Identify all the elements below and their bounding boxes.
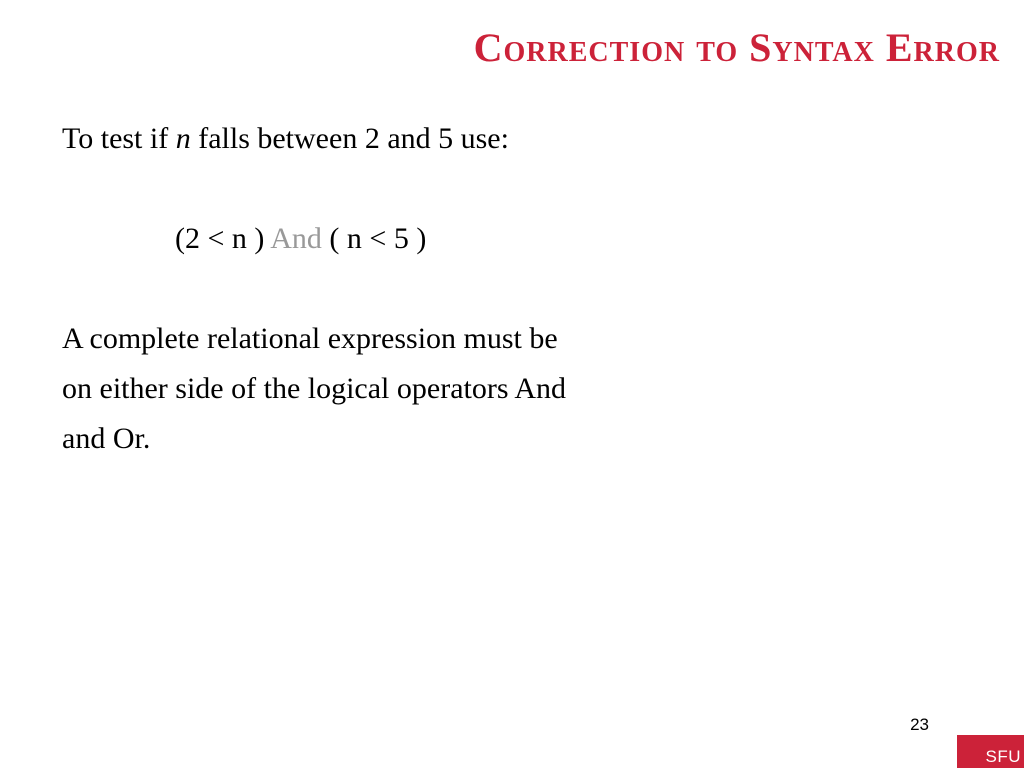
spacer	[62, 264, 762, 314]
sfu-logo	[957, 735, 1024, 768]
spacer	[62, 164, 762, 214]
intro-text-before: To test if	[62, 122, 176, 155]
expression-operator: And	[270, 222, 322, 255]
intro-text	[62, 114, 762, 164]
logo-text: SFU	[985, 747, 1021, 766]
relational-expression	[62, 214, 762, 264]
slide-title: Correction to Syntax Error	[473, 25, 1000, 70]
intro-text-after: falls between 2 and 5 use:	[190, 122, 509, 155]
intro-variable: n	[175, 122, 191, 155]
explanation-line-2: on either side of the logical operators And	[62, 372, 567, 405]
page-number: 23	[910, 715, 929, 734]
explanation-line-1: A complete relational expression must be	[62, 322, 558, 355]
expression-right: ( n < 5 )	[321, 222, 427, 255]
slide-body	[62, 114, 762, 464]
explanation-line-3: and Or.	[62, 422, 151, 455]
expression-left: (2 < n )	[175, 222, 271, 255]
